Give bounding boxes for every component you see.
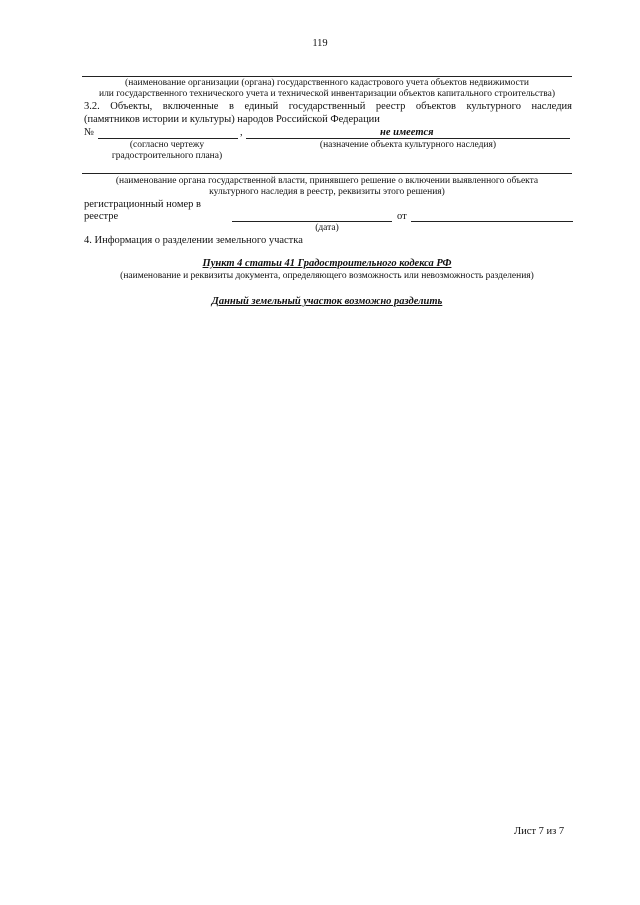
authority-line [82, 173, 572, 174]
number-label: № [84, 127, 95, 138]
drawing-caption-2: градостроительного плана) [111, 151, 223, 161]
number-field-line [98, 138, 238, 139]
heritage-purpose-caption: (назначение объекта культурного наследия) [319, 140, 497, 150]
page-number: 119 [312, 38, 328, 49]
from-label: от [397, 211, 407, 222]
heritage-heading-line-2: (памятников истории и культуры) народов Российской Федерации [84, 114, 380, 125]
date-caption: (дата) [315, 223, 339, 233]
drawing-caption-1: (согласно чертежу [129, 140, 205, 150]
comma-separator: , [240, 127, 243, 138]
reg-number-line [232, 221, 392, 222]
reg-number-label-2: реестре [84, 211, 119, 222]
cadastral-org-caption-1: (наименование организации (органа) государственного кадастрового учета объектов недвижимости [125, 78, 529, 88]
sheet-label: Лист 7 из 7 [514, 826, 565, 837]
division-conclusion: Данный земельный участок возможно разделить [211, 296, 443, 307]
date-line [411, 221, 573, 222]
reg-number-label-1: регистрационный номер в [84, 199, 201, 210]
heritage-heading-line-1: 3.2. Объекты, включенные в единый государственный реестр объектов культурного наследия [84, 101, 572, 112]
division-basis-caption: (наименование и реквизиты документа, определяющего возможность или невозможность разделения) [120, 271, 534, 281]
cadastral-org-line [82, 76, 572, 77]
division-heading: 4. Информация о разделении земельного участка [84, 235, 303, 246]
authority-caption-2: культурного наследия в реестр, реквизиты этого решения) [209, 187, 445, 197]
division-basis-value: Пункт 4 статьи 41 Градостроительного кодекса РФ [202, 258, 452, 269]
heritage-object-value: не имеется [380, 127, 434, 138]
authority-caption-1: (наименование органа государственной власти, принявшего решение о включении выявленного объекта [115, 176, 539, 186]
cadastral-org-caption-2: или государственного технического учета и технической инвентаризации объектов капитального строительства) [98, 89, 555, 99]
